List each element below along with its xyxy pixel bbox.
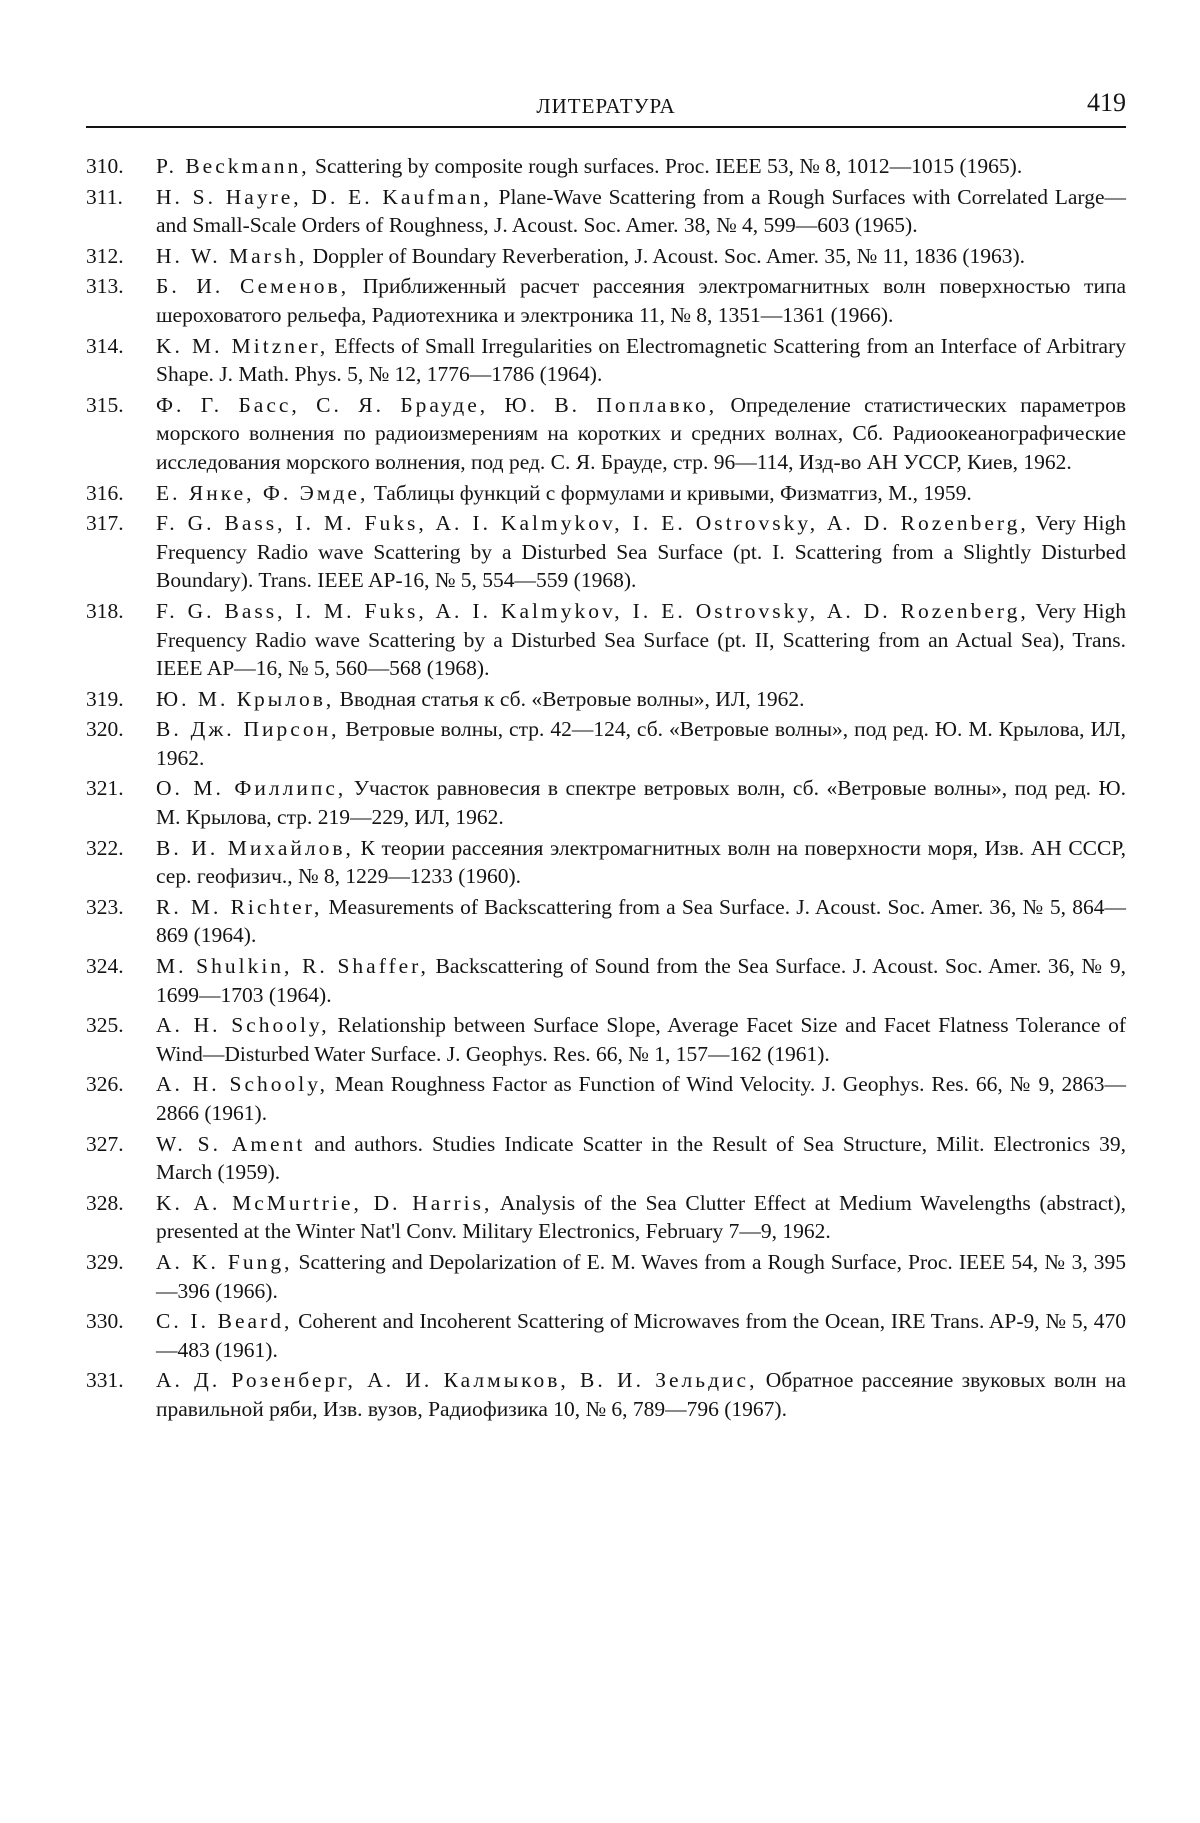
reference-citation: Приближенный расчет рассеяния электромагнитных волн поверхностью типа шероховатого рельефа, Радиотехника и электроника 11, № 8, 1351—1361 (1966).	[156, 274, 1126, 327]
reference-text	[156, 1248, 1126, 1305]
reference-citation: Mean Roughness Factor as Function of Wind Velocity. J. Geophys. Res. 66, № 9, 2863—2866 (1961).	[156, 1072, 1126, 1125]
reference-authors: Ю. М. Крылов,	[156, 687, 334, 711]
reference-authors: R. M. Richter,	[156, 895, 322, 919]
reference-number: 313.	[86, 272, 156, 301]
reference-authors: M. Shulkin, R. Shaffer,	[156, 954, 429, 978]
reference-authors: Ф. Г. Басс, С. Я. Брауде, Ю. В. Поплавко,	[156, 393, 717, 417]
reference-authors: C. I. Beard,	[156, 1309, 292, 1333]
reference-item	[86, 479, 1126, 508]
reference-text	[156, 715, 1126, 772]
reference-authors: Б. И. Семенов,	[156, 274, 349, 298]
reference-item	[86, 183, 1126, 240]
reference-number: 325.	[86, 1011, 156, 1040]
reference-number: 326.	[86, 1070, 156, 1099]
reference-number: 330.	[86, 1307, 156, 1336]
reference-authors: K. M. Mitzner,	[156, 334, 328, 358]
page-title: ЛИТЕРАТУРА	[86, 94, 1126, 119]
reference-text	[156, 152, 1126, 181]
reference-text	[156, 597, 1126, 683]
reference-text	[156, 834, 1126, 891]
reference-item	[86, 715, 1126, 772]
reference-item	[86, 1366, 1126, 1423]
reference-authors: A. K. Fung,	[156, 1250, 292, 1274]
reference-item	[86, 774, 1126, 831]
reference-authors: A. H. Schooly,	[156, 1013, 330, 1037]
reference-number: 321.	[86, 774, 156, 803]
reference-item	[86, 893, 1126, 950]
reference-number: 329.	[86, 1248, 156, 1277]
reference-text	[156, 391, 1126, 477]
reference-item	[86, 1011, 1126, 1068]
book-page	[0, 0, 1200, 1823]
reference-authors: F. G. Bass, I. M. Fuks, A. I. Kalmykov, I. E. Ostrovsky, A. D. Rozenberg,	[156, 599, 1029, 623]
reference-item	[86, 1189, 1126, 1246]
reference-number: 324.	[86, 952, 156, 981]
reference-citation: Backscattering of Sound from the Sea Surface. J. Acoust. Soc. Amer. 36, № 9, 1699—1703 (1964).	[156, 954, 1126, 1007]
reference-citation: Scattering by composite rough surfaces. Proc. IEEE 53, № 8, 1012—1015 (1965).	[310, 154, 1023, 178]
reference-item	[86, 509, 1126, 595]
reference-text	[156, 1307, 1126, 1364]
reference-text	[156, 332, 1126, 389]
reference-number: 318.	[86, 597, 156, 626]
reference-item	[86, 1070, 1126, 1127]
reference-number: 314.	[86, 332, 156, 361]
reference-authors: K. A. McMurtrie, D. Harris,	[156, 1191, 492, 1215]
reference-list	[86, 152, 1126, 1426]
page-header	[86, 86, 1126, 126]
reference-text	[156, 1011, 1126, 1068]
reference-citation: Very High Frequency Radio wave Scattering by a Disturbed Sea Surface (pt. II, Scattering from an Actual Sea), Trans. IEEE AP—16, № 5, 560—568 (1968).	[156, 599, 1126, 680]
reference-authors: A. H. Schooly,	[156, 1072, 328, 1096]
reference-item	[86, 952, 1126, 1009]
reference-text	[156, 242, 1126, 271]
reference-number: 312.	[86, 242, 156, 271]
reference-citation: Relationship between Surface Slope, Average Facet Size and Facet Flatness Tolerance of Wind—Disturbed Water Surface. J. Geophys. Res. 66, № 1, 157—162 (1961).	[156, 1013, 1126, 1066]
reference-citation: Plane-Wave Scattering from a Rough Surfaces with Correlated Large—and Small-Scale Orders of Roughness, J. Acoust. Soc. Amer. 38, № 4, 599—603 (1965).	[156, 185, 1126, 238]
reference-number: 327.	[86, 1130, 156, 1159]
reference-citation: Scattering and Depolarization of E. M. Waves from a Rough Surface, Proc. IEEE 54, № 3, 395—396 (1966).	[156, 1250, 1126, 1303]
reference-item	[86, 597, 1126, 683]
reference-number: 320.	[86, 715, 156, 744]
reference-citation: Ветровые волны, стр. 42—124, сб. «Ветровые волны», под ред. Ю. М. Крылова, ИЛ, 1962.	[156, 717, 1126, 770]
reference-citation: and authors. Studies Indicate Scatter in the Result of Sea Structure, Milit. Electronics 39, March (1959).	[156, 1132, 1126, 1185]
reference-authors: В. Дж. Пирсон,	[156, 717, 339, 741]
reference-authors: А. Д. Розенберг, А. И. Калмыков, В. И. Зельдис,	[156, 1368, 757, 1392]
reference-citation: Measurements of Backscattering from a Sea Surface. J. Acoust. Soc. Amer. 36, № 5, 864—869 (1964).	[156, 895, 1126, 948]
reference-number: 317.	[86, 509, 156, 538]
reference-citation: Doppler of Boundary Reverberation, J. Acoust. Soc. Amer. 35, № 11, 1836 (1963).	[307, 244, 1025, 268]
reference-authors: W. S. Ament	[156, 1132, 305, 1156]
reference-item	[86, 1307, 1126, 1364]
reference-number: 311.	[86, 183, 156, 212]
reference-number: 315.	[86, 391, 156, 420]
reference-number: 319.	[86, 685, 156, 714]
reference-item	[86, 272, 1126, 329]
reference-citation: Analysis of the Sea Clutter Effect at Medium Wavelengths (abstract), presented at the Winter Nat'l Conv. Military Electronics, February 7—9, 1962.	[156, 1191, 1126, 1244]
reference-citation: К теории рассеяния электромагнитных волн на поверхности моря, Изв. АН СССР, сер. геофизич., № 8, 1229—1233 (1960).	[156, 836, 1126, 889]
reference-citation: Coherent and Incoherent Scattering of Microwaves from the Ocean, IRE Trans. AP-9, № 5, 470—483 (1961).	[156, 1309, 1126, 1362]
reference-citation: Very High Frequency Radio wave Scattering by a Disturbed Sea Surface (pt. I. Scattering from a Slightly Disturbed Boundary). Trans. IEEE AP-16, № 5, 554—559 (1968).	[156, 511, 1126, 592]
reference-authors: P. Beckmann,	[156, 154, 310, 178]
reference-item	[86, 1130, 1126, 1187]
reference-item	[86, 685, 1126, 714]
reference-text	[156, 509, 1126, 595]
reference-citation: Участок равновесия в спектре ветровых волн, сб. «Ветровые волны», под ред. Ю. М. Крылова, стр. 219—229, ИЛ, 1962.	[156, 776, 1126, 829]
reference-authors: H. S. Hayre, D. E. Kaufman,	[156, 185, 492, 209]
reference-number: 323.	[86, 893, 156, 922]
reference-text	[156, 952, 1126, 1009]
reference-text	[156, 1130, 1126, 1187]
reference-item	[86, 152, 1126, 181]
reference-text	[156, 479, 1126, 508]
reference-number: 331.	[86, 1366, 156, 1395]
reference-text	[156, 893, 1126, 950]
reference-number: 322.	[86, 834, 156, 863]
reference-authors: F. G. Bass, I. M. Fuks, A. I. Kalmykov, I. E. Ostrovsky, A. D. Rozenberg,	[156, 511, 1029, 535]
reference-citation: Определение статистических параметров морского волнения по радиоизмерениям на коротких и средних волнах, Сб. Радиоокеанографические исследования морского волнения, под ред. С. Я. Брауде, стр. 96—114, Изд-во АН УССР, Киев, 1962.	[156, 393, 1126, 474]
reference-text	[156, 1070, 1126, 1127]
reference-citation: Таблицы функций с формулами и кривыми, Физматгиз, М., 1959.	[368, 481, 971, 505]
reference-citation: Effects of Small Irregularities on Electromagnetic Scattering from an Interface of Arbitrary Shape. J. Math. Phys. 5, № 12, 1776—1786 (1964).	[156, 334, 1126, 387]
reference-authors: О. М. Филлипс,	[156, 776, 346, 800]
reference-text	[156, 1366, 1126, 1423]
reference-text	[156, 272, 1126, 329]
reference-authors: H. W. Marsh,	[156, 244, 307, 268]
reference-item	[86, 834, 1126, 891]
reference-citation: Обратное рассеяние звуковых волн на правильной ряби, Изв. вузов, Радиофизика 10, № 6, 789—796 (1967).	[156, 1368, 1126, 1421]
reference-text	[156, 183, 1126, 240]
reference-text	[156, 685, 1126, 714]
reference-text	[156, 774, 1126, 831]
reference-item	[86, 332, 1126, 389]
reference-number: 328.	[86, 1189, 156, 1218]
header-rule	[86, 126, 1126, 128]
reference-number: 316.	[86, 479, 156, 508]
reference-text	[156, 1189, 1126, 1246]
reference-item	[86, 242, 1126, 271]
reference-authors: В. И. Михайлов,	[156, 836, 354, 860]
reference-item	[86, 1248, 1126, 1305]
reference-item	[86, 391, 1126, 477]
reference-citation: Вводная статья к сб. «Ветровые волны», ИЛ, 1962.	[334, 687, 804, 711]
page-number: 419	[1087, 88, 1126, 118]
reference-number: 310.	[86, 152, 156, 181]
reference-authors: Е. Янке, Ф. Эмде,	[156, 481, 368, 505]
